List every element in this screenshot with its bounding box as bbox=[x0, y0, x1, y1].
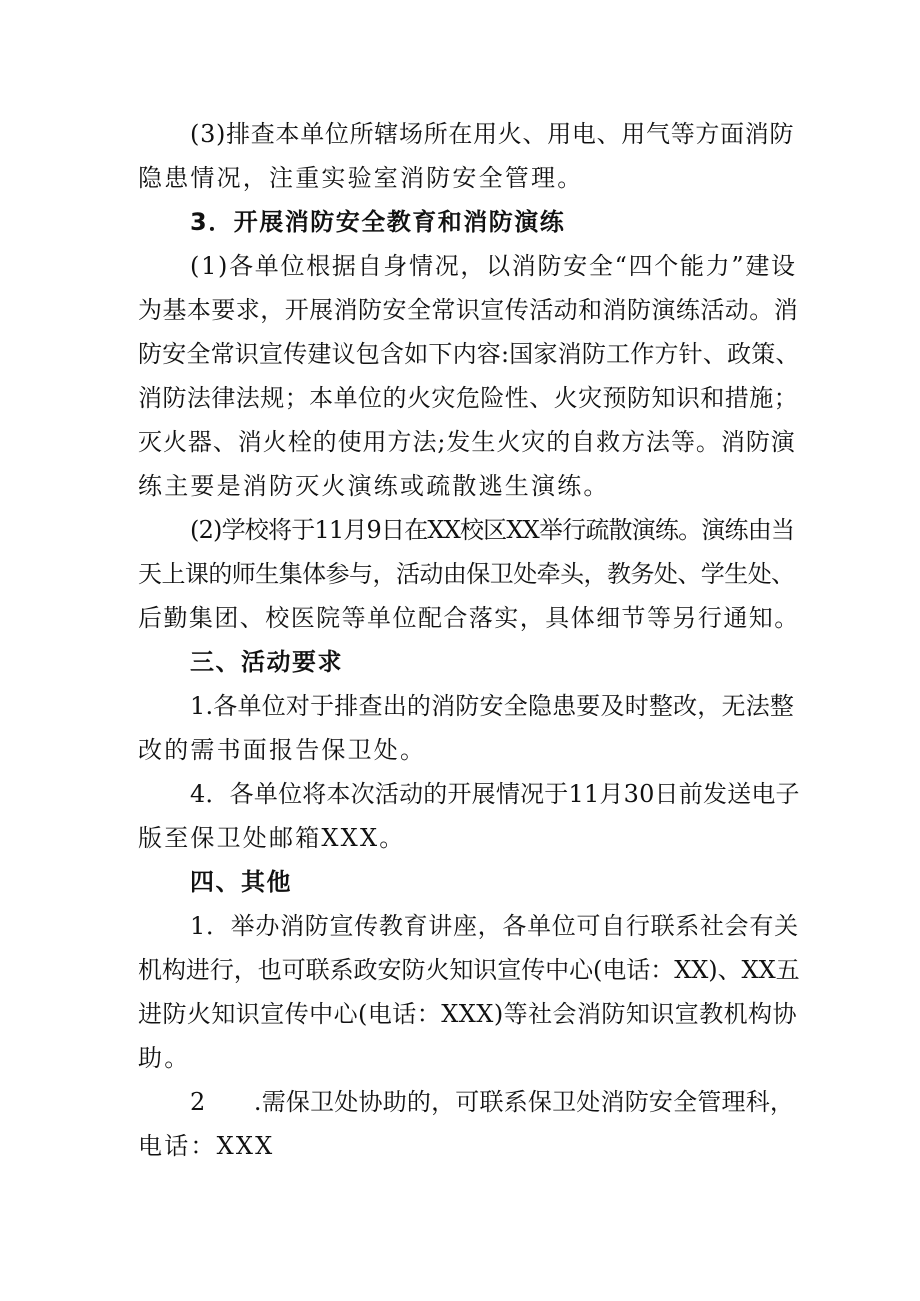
paragraph-line: 4．各单位将本次活动的开展情况于11月30日前发送电子 bbox=[190, 780, 800, 808]
paragraph-line: 电话：XXX bbox=[138, 1132, 275, 1160]
paragraph-line: 为基本要求，开展消防安全常识宣传活动和消防演练活动。消 bbox=[138, 296, 799, 324]
paragraph-line: (2)学校将于11月9日在XX校区XX举行疏散演练。演练由当 bbox=[190, 516, 795, 544]
section-heading: 3．开展消防安全教育和消防演练 bbox=[190, 208, 566, 236]
section-heading: 四、其他 bbox=[190, 868, 292, 896]
paragraph-line: 助。 bbox=[138, 1044, 191, 1072]
section-heading: 三、活动要求 bbox=[190, 648, 343, 676]
paragraph-line: 1.各单位对于排查出的消防安全隐患要及时整改，无法整 bbox=[190, 692, 795, 720]
paragraph-line: 改的需书面报告保卫处。 bbox=[138, 736, 427, 764]
paragraph-line: 版至保卫处邮箱XXX。 bbox=[138, 824, 406, 852]
paragraph-line: 机构进行，也可联系政安防火知识宣传中心(电话：XX)、XX五 bbox=[138, 956, 800, 984]
paragraph-line: 2 .需保卫处协助的，可联系保卫处消防安全管理科， bbox=[190, 1088, 795, 1116]
paragraph-line: 灭火器、消火栓的使用方法;发生火灾的自救方法等。消防演 bbox=[138, 428, 796, 456]
paragraph-line: 天上课的师生集体参与，活动由保卫处牵头，教务处、学生处、 bbox=[138, 560, 795, 588]
paragraph-line: 防安全常识宣传建议包含如下内容:国家消防工作方针、政策、 bbox=[138, 340, 800, 368]
paragraph-line: 后勤集团、校医院等单位配合落实，具体细节等另行通知。 bbox=[138, 604, 800, 632]
paragraph-line: 进防火知识宣传中心(电话：XXX)等社会消防知识宣教机构协 bbox=[138, 1000, 798, 1028]
paragraph-line: 1．举办消防宣传教育讲座，各单位可自行联系社会有关 bbox=[190, 912, 799, 940]
paragraph-line: (3)排查本单位所辖场所在用火、用电、用气等方面消防 bbox=[190, 120, 795, 148]
paragraph-line: 消防法律法规；本单位的火灾危险性、火灾预防知识和措施； bbox=[138, 384, 799, 412]
paragraph-line: 隐患情况，注重实验室消防安全管理。 bbox=[138, 164, 584, 192]
paragraph-line: 练主要是消防灭火演练或疏散逃生演练。 bbox=[138, 472, 610, 500]
paragraph-line: (1)各单位根据自身情况，以消防安全“四个能力”建设 bbox=[190, 252, 797, 280]
